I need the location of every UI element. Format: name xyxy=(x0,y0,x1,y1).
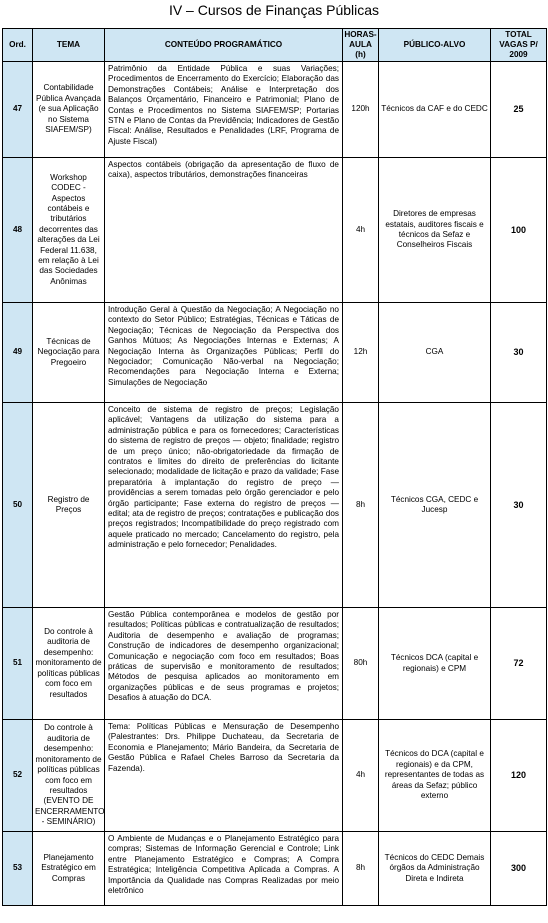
courses-table xyxy=(2,28,547,906)
row-vagas: 300 xyxy=(491,832,547,906)
row-tema: Técnicas de Negociação para Pregoeiro xyxy=(33,303,105,403)
row-tema: Contabilidade Pública Avançada (e sua Aplicação no Sistema SIAFEM/SP) xyxy=(33,62,105,158)
table-row xyxy=(3,608,547,720)
row-ord: 49 xyxy=(3,303,33,403)
row-horas: 12h xyxy=(343,303,379,403)
table-header-row xyxy=(3,29,547,62)
row-conteudo: Aspectos contábeis (obrigação da apresentação de fluxo de caixa), aspectos tributários, demonstrações financeiras xyxy=(105,158,343,303)
header-ord: Ord. xyxy=(3,29,33,62)
table-row xyxy=(3,303,547,403)
row-publico: Técnicos DCA (capital e regionais) e CPM xyxy=(379,608,491,720)
row-conteudo: Tema: Políticas Públicas e Mensuração de Desempenho (Palestrantes: Drs. Philippe Duchateau, da Secretaria de Economia e Planejamento; Mário Bandeira, da Secretaria de Gestão Pública e Rafael Cheles Barroso da Secretaria da Fazenda). xyxy=(105,720,343,832)
row-conteudo: Conceito de sistema de registro de preços; Legislação aplicável; Vantagens da utilização do sistema para a administração pública e para os fornecedores; Características do sistema de registro de preços — objeto; finalidade; registro de um preço único; não-obrigatoriedade da firmação de contratos e limites do direito de preferências do licitante selecionado; modalidade de licitação e prazo da validade; Fase preparatória à implantação do registro de preço — providências a serem tomadas pelo órgão gerenciador e pelo órgão participante; Fase externa do registro de preços — edital; ata de registro de preços; contratações e publicação dos preços registrados; Incompatibilidade do preço registrado com aquele praticado no mercado; Cancelamento do registro, pela administração e pelo fornecedor; Penalidades. xyxy=(105,403,343,608)
row-horas: 8h xyxy=(343,832,379,906)
table-row xyxy=(3,720,547,832)
row-tema: Workshop CODEC - Aspectos contábeis e tributários decorrentes das alterações da Lei Federal 11.638, em relação à Lei das Sociedades Anônimas xyxy=(33,158,105,303)
row-vagas: 120 xyxy=(491,720,547,832)
row-ord: 52 xyxy=(3,720,33,832)
row-vagas: 100 xyxy=(491,158,547,303)
row-ord: 51 xyxy=(3,608,33,720)
row-conteudo: Gestão Pública contemporânea e modelos de gestão por resultados; Políticas públicas e contratualização de resultados; Auditoria de desempenho e avaliação de programas; Construção de indicadores de desempenho organizacional; Comunicação e negociação com foco em resultados; Boas práticas de supervisão e monitoramento de resultados; Métodos de pesquisa aplicados ao monitoramento em organizações públicas e de seus programas e projetos; Desafios à atuação do DCA. xyxy=(105,608,343,720)
header-conteudo: CONTEÚDO PROGRAMÁTICO xyxy=(105,29,343,62)
header-horas: HORAS-AULA (h) xyxy=(343,29,379,62)
row-horas: 8h xyxy=(343,403,379,608)
row-tema: Planejamento Estratégico em Compras xyxy=(33,832,105,906)
row-vagas: 30 xyxy=(491,303,547,403)
row-ord: 53 xyxy=(3,832,33,906)
table-row xyxy=(3,832,547,906)
row-vagas: 72 xyxy=(491,608,547,720)
table-row xyxy=(3,62,547,158)
header-vagas: TOTAL VAGAS P/ 2009 xyxy=(491,29,547,62)
row-publico: Técnicos do CEDC Demais órgãos da Administração Direta e Indireta xyxy=(379,832,491,906)
row-horas: 80h xyxy=(343,608,379,720)
row-publico: Diretores de empresas estatais, auditores fiscais e técnicos da Sefaz e Conselheiros Fiscais xyxy=(379,158,491,303)
row-publico: CGA xyxy=(379,303,491,403)
row-publico: Técnicos da CAF e do CEDC xyxy=(379,62,491,158)
row-horas: 4h xyxy=(343,720,379,832)
table-row xyxy=(3,158,547,303)
row-publico: Técnicos do DCA (capital e regionais) e da CPM, representantes de todas as áreas da Sefaz; público externo xyxy=(379,720,491,832)
table-row xyxy=(3,403,547,608)
row-tema: Registro de Preços xyxy=(33,403,105,608)
header-publico: PÚBLICO-ALVO xyxy=(379,29,491,62)
page-title: IV – Cursos de Finanças Públicas xyxy=(168,2,380,18)
row-tema: Do controle à auditoria de desempenho: monitoramento de políticas públicas com foco em resultados (EVENTO DE ENCERRAMENTO - SEMINÁRIO) xyxy=(33,720,105,832)
header-tema: TEMA xyxy=(33,29,105,62)
row-vagas: 25 xyxy=(491,62,547,158)
row-conteudo: O Ambiente de Mudanças e o Planejamento Estratégico para compras; Sistemas de Informação Gerencial e Controle; Link entre Planejamento Estratégico e Compras; A Compra Estratégica; Inteligência Competitiva Aplicada a Compras. A Importância da Qualidade nas Compras Realizadas por meio eletrônico xyxy=(105,832,343,906)
row-conteudo: Introdução Geral à Questão da Negociação; A Negociação no contexto do Setor Público; Estratégias, Técnicas e Táticas de Negociação; Técnicas de Negociação da Perspectiva dos Ganhos Mútuos; As Negociações Internas e Externas; A Negociação Interna às Organizações Públicas; Perfil do Negociador; Comunicação Não-verbal na Negociação; Recomendações para Negociação Interna e Externa; Simulações de Negociação xyxy=(105,303,343,403)
row-horas: 4h xyxy=(343,158,379,303)
row-vagas: 30 xyxy=(491,403,547,608)
row-publico: Técnicos CGA, CEDC e Jucesp xyxy=(379,403,491,608)
row-ord: 47 xyxy=(3,62,33,158)
row-conteudo: Patrimônio da Entidade Pública e suas Variações; Procedimentos de Encerramento do Exercício; Elaboração das Demonstrações Contábeis; Análise e Interpretação dos Balanços Orçamentário, Financeiro e Patrimonial; Plano de Contas e Procedimentos no Sistema SIAFEM/SP; Portarias STN e Plano de Contas da Previdência; Indicadores de Gestão Fiscal: Análise, Resultados e Penalidades (LRF, Programa de Ajuste Fiscal) xyxy=(105,62,343,158)
row-ord: 48 xyxy=(3,158,33,303)
row-tema: Do controle à auditoria de desempenho: monitoramento de políticas públicas com foco em resultados xyxy=(33,608,105,720)
row-horas: 120h xyxy=(343,62,379,158)
row-ord: 50 xyxy=(3,403,33,608)
